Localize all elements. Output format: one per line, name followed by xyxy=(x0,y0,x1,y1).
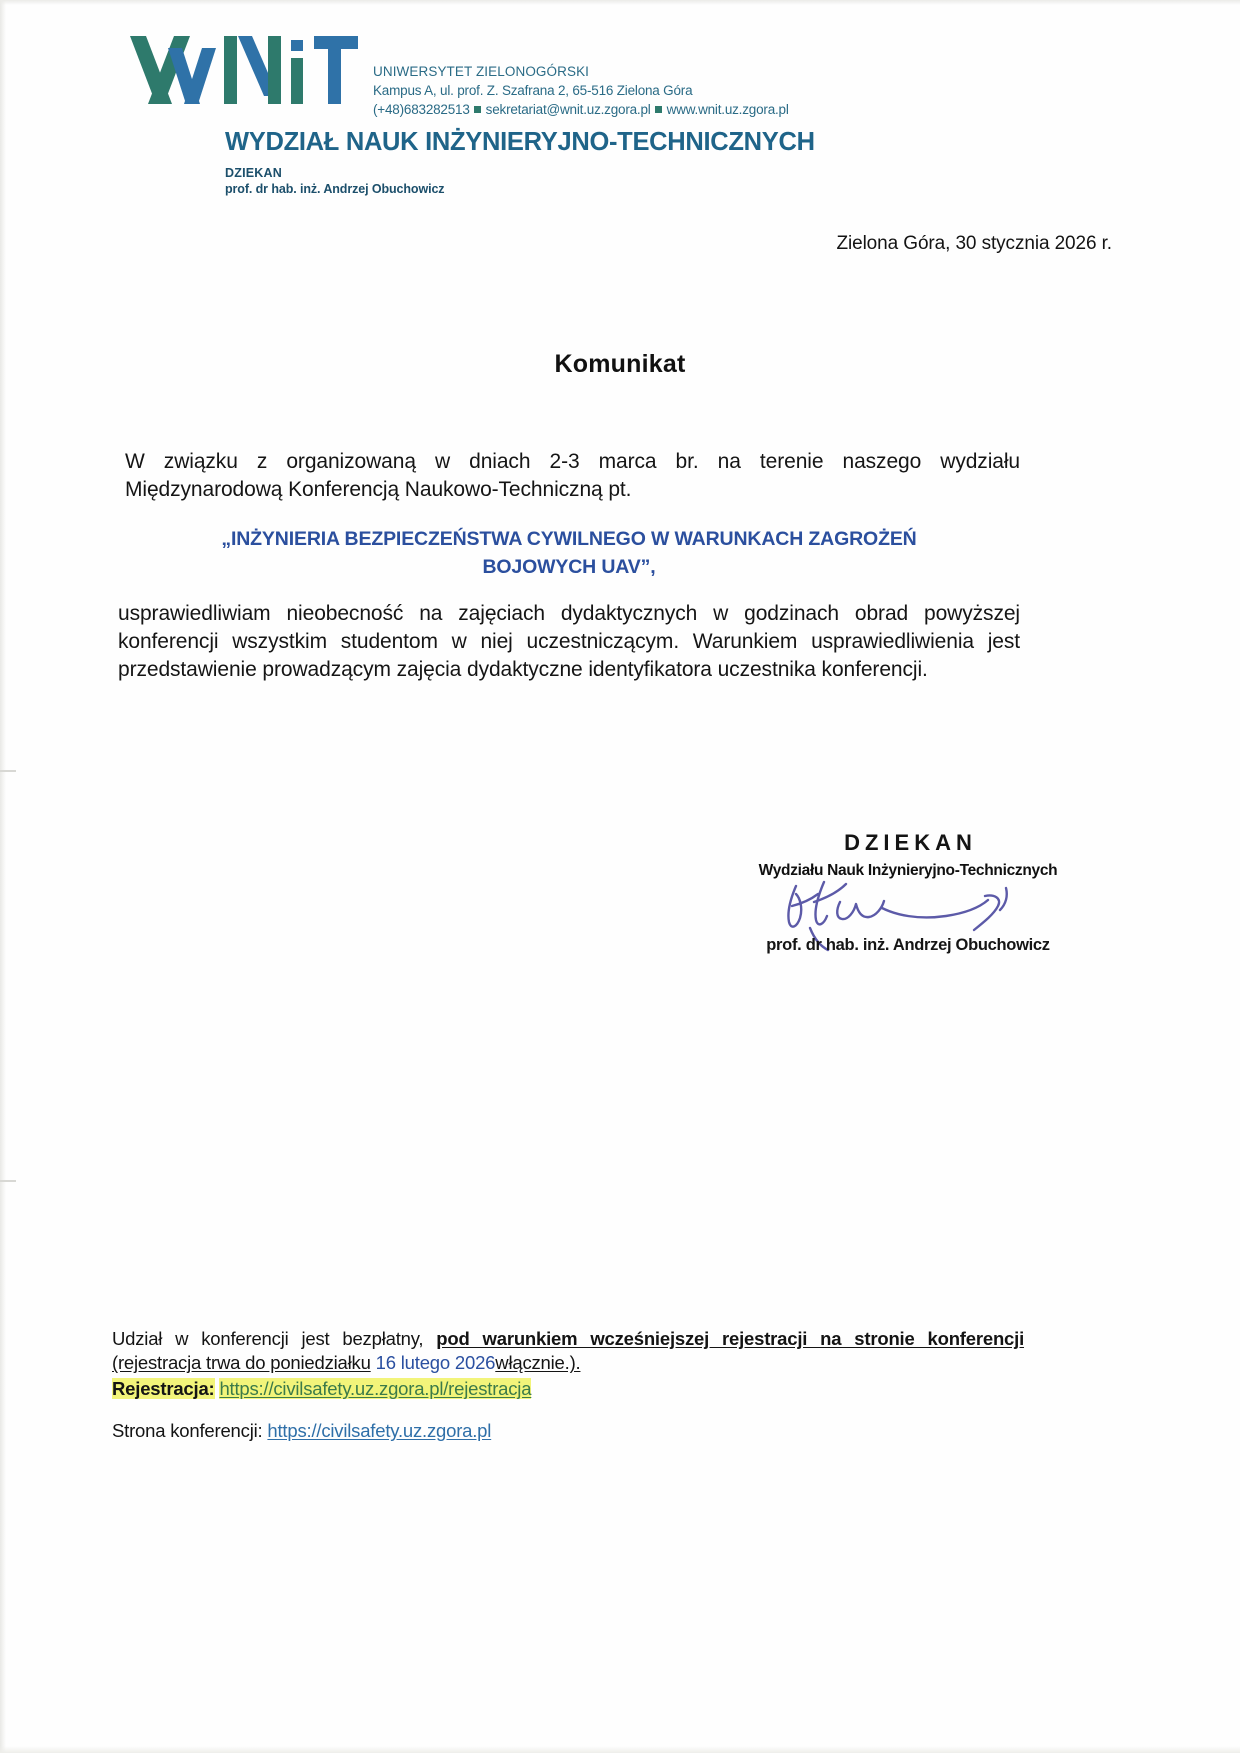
letterhead-person: prof. dr hab. inż. Andrzej Obuchowicz xyxy=(225,182,445,196)
faculty-name: WYDZIAŁ NAUK INŻYNIERYJNO-TECHNICZNYCH xyxy=(225,128,815,156)
square-separator-icon xyxy=(655,106,662,113)
signature-block xyxy=(698,830,1118,955)
footer-site-line xyxy=(112,1420,1024,1442)
intro-paragraph: W związku z organizowaną w dniach 2-3 marca br. na terenie naszego wydziału Międzynarodową Konferencją Naukowo-Techniczną pt. xyxy=(125,450,1020,502)
conference-title-line-2: BOJOWYCH UAV”, xyxy=(482,555,656,578)
footer-registration-line xyxy=(112,1378,1024,1400)
handwritten-signature-icon xyxy=(698,878,1118,942)
signature-role: DZIEKAN xyxy=(844,830,977,855)
body-block xyxy=(118,448,1020,684)
main-paragraph: usprawiedliwiam nieobecność na zajęciach dydaktycznych w godzinach obrad powyższej konferencji wszystkim studentom w niej uczestniczącym. Warunkiem usprawiedliwienia jest przedstawienie prowadzącym zajęcia dydaktyczne identyfikatora uczestnika konferencji. xyxy=(118,601,1020,681)
footer-block xyxy=(112,1327,1024,1442)
scan-edge-bottom xyxy=(0,1746,1240,1753)
scan-edge-left xyxy=(0,0,6,1753)
page-title: Komunikat xyxy=(554,350,686,378)
registration-link[interactable]: https://civilsafety.uz.zgora.pl/rejestracja xyxy=(219,1377,532,1399)
conference-title-line-1: „INŻYNIERIA BEZPIECZEŃSTWA CYWILNEGO W WARUNKACH ZAGROŻEŃ xyxy=(221,528,917,551)
letterhead xyxy=(128,30,1108,196)
conference-title xyxy=(118,526,1020,581)
footer-line-2 xyxy=(112,1351,1024,1375)
wnit-logo-icon xyxy=(128,30,360,116)
registration-label: Rejestracja: xyxy=(112,1377,215,1399)
logo-row xyxy=(128,30,1108,126)
site-label: Strona konferencji: xyxy=(112,1419,263,1441)
footer-line-1 xyxy=(112,1327,1024,1351)
square-separator-icon xyxy=(474,106,481,113)
letterhead-role: DZIEKAN xyxy=(225,166,282,180)
footer-line-1-bold: pod warunkiem wcześniejszej rejestracji na stronie konferencji xyxy=(436,1328,1025,1349)
phone-number: (+48)683282513 xyxy=(373,102,470,118)
footer-deadline-prefix: (rejestracja trwa do poniedziałku xyxy=(112,1352,371,1374)
footer-deadline-suffix: włącznie.). xyxy=(495,1352,581,1374)
signature-name: prof. dr hab. inż. Andrzej Obuchowicz xyxy=(766,936,1050,954)
address-line: Kampus A, ul. prof. Z. Szafrana 2, 65-516 Zielona Góra xyxy=(373,83,693,99)
contact-block xyxy=(373,62,789,119)
footer-deadline-date: 16 lutego 2026 xyxy=(375,1352,496,1374)
scan-edge-top xyxy=(0,0,1240,5)
website-address: www.wnit.uz.zgora.pl xyxy=(666,102,789,118)
scan-artifact xyxy=(0,1180,16,1182)
contact-details-line xyxy=(373,100,789,119)
date-line: Zielona Góra, 30 stycznia 2026 r. xyxy=(836,233,1112,254)
university-name: UNIWERSYTET ZIELONOGÓRSKI xyxy=(373,64,590,79)
scan-artifact xyxy=(0,770,16,772)
conference-site-link[interactable]: https://civilsafety.uz.zgora.pl xyxy=(267,1419,492,1441)
signature-faculty: Wydziału Nauk Inżynieryjno-Technicznych xyxy=(758,862,1058,879)
footer-line-1-plain: Udział w konferencji jest bezpłatny, xyxy=(112,1328,424,1349)
email-address: sekretariat@wnit.uz.zgora.pl xyxy=(485,102,651,118)
